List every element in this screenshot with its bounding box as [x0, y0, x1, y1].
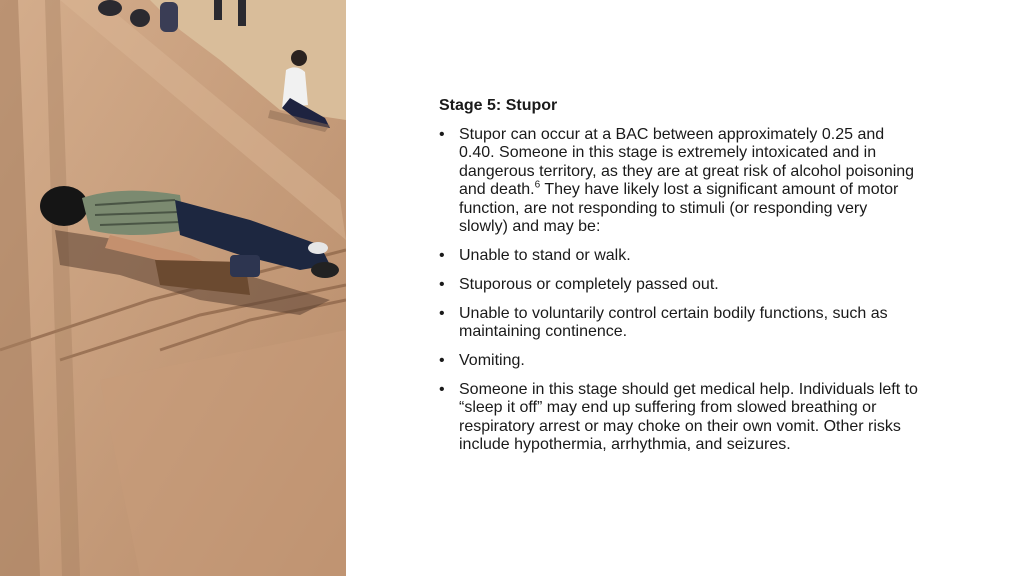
- bullet-marker: •: [439, 126, 445, 143]
- bullet-item: [439, 247, 919, 265]
- bullet-text: Someone in this stage should get medical help. Individuals left to “sleep it off” may end up suffering from slowed breathing or respiratory arrest or may choke on their own vomit. Other risks include hypothermia, arrhythmia, and seizures.: [459, 380, 918, 454]
- bullet-text: Unable to voluntarily control certain bodily functions, such as maintaining continence.: [459, 304, 888, 341]
- bullet-item: [439, 305, 919, 342]
- bullet-marker: •: [439, 275, 445, 293]
- bullet-item: [439, 352, 919, 370]
- slide-title: Stage 5: Stupor: [439, 97, 558, 114]
- bullet-text: Vomiting.: [459, 352, 525, 370]
- bullet-text: Stupor can occur at a BAC between approximately 0.25 and 0.40. Someone in this stage is extremely intoxicated and in dangerous territory, as they are at great risk of alcohol poisoning and death.: [459, 126, 915, 199]
- bullet-item: [439, 381, 919, 455]
- bullet-item: [439, 126, 919, 236]
- photo-person-lying-on-steps: [0, 0, 346, 576]
- footnote-ref: 6: [534, 179, 541, 191]
- bullet-list: [439, 126, 919, 455]
- bullet-text-continued: They have likely lost a significant amount of motor function, are not responding to stimuli (or responding very slowly) and may be:: [459, 181, 899, 236]
- bullet-marker: •: [439, 246, 445, 264]
- bullet-text: Stuporous or completely passed out.: [459, 275, 719, 293]
- slide-content: [439, 96, 919, 465]
- bullet-item: [439, 276, 919, 294]
- bullet-marker: •: [439, 304, 445, 322]
- bullet-text: Unable to stand or walk.: [459, 246, 631, 264]
- slide-photo: [0, 0, 346, 576]
- bullet-marker: •: [439, 352, 445, 370]
- bullet-marker: •: [439, 380, 445, 398]
